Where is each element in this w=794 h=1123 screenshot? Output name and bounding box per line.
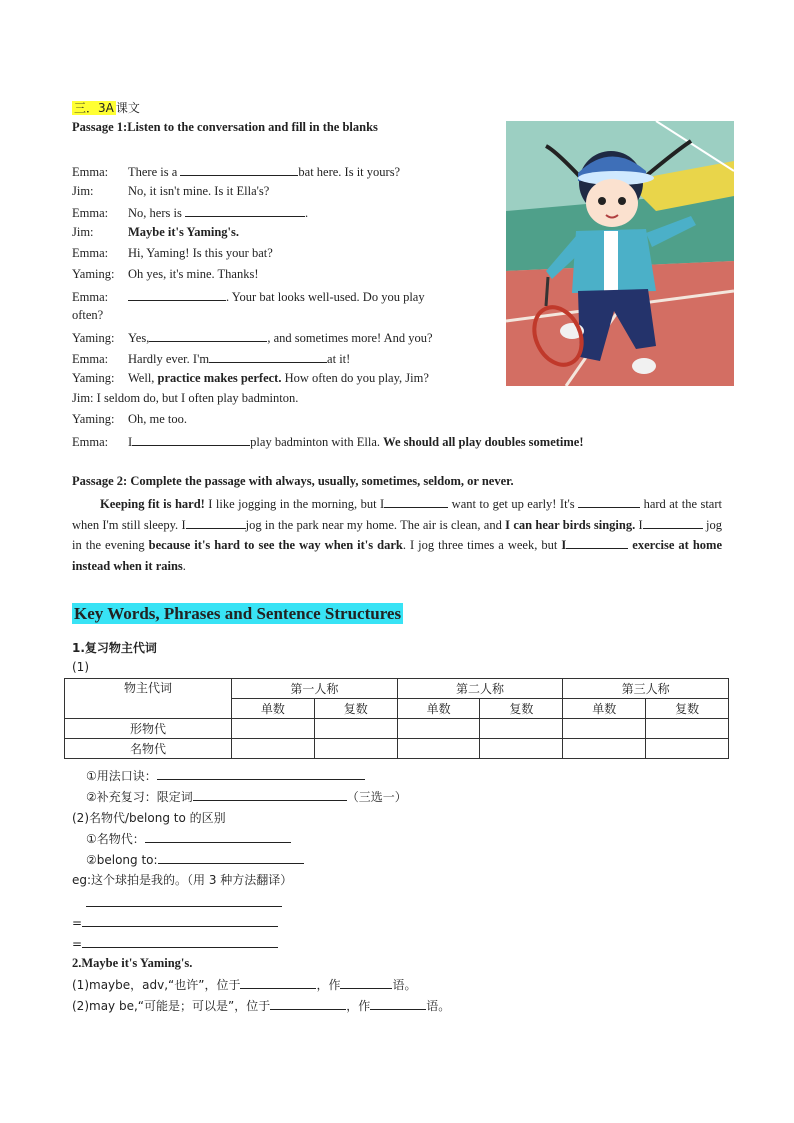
dialogue-line-8 xyxy=(72,329,433,346)
dialogue-line-11 xyxy=(72,391,298,406)
table-subcol: 复数 xyxy=(646,699,729,719)
line-text: Oh, me too. xyxy=(128,412,188,426)
line-text: Hi, Yaming! Is this your bat? xyxy=(128,246,273,260)
table-subcol: 单数 xyxy=(397,699,480,719)
line-text: No, it isn't mine. Is it Ella's? xyxy=(128,184,270,198)
line-text: . xyxy=(304,206,309,220)
fill-blank[interactable] xyxy=(86,894,282,907)
kw1-sub2: (2)名物代/belong to 的区别 xyxy=(72,811,226,825)
passage-text-bold: because it's hard to see the way when it's dark xyxy=(148,538,403,553)
line-text: How often do you play, Jim? xyxy=(281,371,429,385)
item-text: 语。 xyxy=(392,978,417,992)
line-text-bold: Maybe it's Yaming's. xyxy=(128,225,239,239)
kw1-sub: (1) xyxy=(72,660,89,674)
table-cell[interactable] xyxy=(563,739,646,759)
item-text: (2)may be,“可能是；可以是”，位于 xyxy=(72,999,271,1013)
kw1-item1 xyxy=(86,767,365,784)
item-text: (1)maybe，adv,“也许”，位于 xyxy=(72,978,241,992)
passage1-title: Passage 1:Listen to the conversation and fill in the blanks xyxy=(72,120,378,134)
speaker: Emma: xyxy=(72,435,109,449)
translation-line-3 xyxy=(72,935,278,951)
fill-blank[interactable] xyxy=(185,204,305,217)
passage-text: I like jogging in the morning, but I xyxy=(204,497,385,511)
badminton-illustration xyxy=(506,121,734,386)
line-text: I seldom do, but I often play badminton. xyxy=(96,391,299,405)
table-cell[interactable] xyxy=(480,719,563,739)
passage2-body xyxy=(72,494,722,577)
table-subcol: 单数 xyxy=(232,699,315,719)
kw1-title: 1.复习物主代词 xyxy=(72,641,157,655)
table-cell[interactable] xyxy=(646,719,729,739)
table-cell[interactable] xyxy=(314,719,397,739)
translation-line-2 xyxy=(72,914,278,930)
fill-blank[interactable] xyxy=(643,516,703,529)
table-cell[interactable] xyxy=(480,739,563,759)
kw2-line1 xyxy=(72,976,417,993)
speaker: Emma: xyxy=(72,165,109,179)
passage-text: . I jog three times a week, but xyxy=(402,538,562,553)
line-text: at it! xyxy=(327,352,351,366)
speaker: Jim: xyxy=(72,225,94,239)
table-row-label: 形物代 xyxy=(65,719,232,739)
speaker: Emma: xyxy=(72,290,109,304)
equals-sign: = xyxy=(72,916,83,930)
table-subcol: 单数 xyxy=(563,699,646,719)
table-subcol: 复数 xyxy=(314,699,397,719)
speaker: Yaming: xyxy=(72,331,115,345)
speaker: Emma: xyxy=(72,246,109,260)
dialogue-line-10 xyxy=(72,371,429,386)
dialogue-line-1 xyxy=(72,163,400,180)
table-cell[interactable] xyxy=(232,719,315,739)
possessive-pronoun-table xyxy=(64,678,729,759)
kw2-title: 2.Maybe it's Yaming's. xyxy=(72,956,193,970)
dialogue-line-7 xyxy=(72,288,425,305)
dialogue-line-2 xyxy=(72,184,269,199)
line-text: bat here. Is it yours? xyxy=(298,165,401,179)
line-text: Yes, xyxy=(128,331,150,345)
fill-blank[interactable] xyxy=(370,997,426,1010)
section-number: 三．3A xyxy=(74,101,114,115)
line-text: Well, xyxy=(128,371,158,385)
item-text: ①名物代： xyxy=(86,832,145,846)
item-text: （三选一） xyxy=(346,790,407,804)
passage-text: . xyxy=(182,559,186,574)
item-text: ①用法口诀： xyxy=(86,769,157,783)
kw1-item2 xyxy=(86,788,407,805)
dialogue-line-3 xyxy=(72,204,308,221)
dialogue-line-12 xyxy=(72,412,187,427)
fill-blank[interactable] xyxy=(128,288,226,301)
fill-blank[interactable] xyxy=(270,997,346,1010)
table-cell[interactable] xyxy=(232,739,315,759)
speaker: Yaming: xyxy=(72,412,115,426)
table-cell[interactable] xyxy=(314,739,397,759)
line-text: play badminton with Ella. xyxy=(250,435,384,449)
dialogue-line-5 xyxy=(72,246,273,261)
speaker: Yaming: xyxy=(72,371,115,385)
fill-blank[interactable] xyxy=(578,495,640,508)
fill-blank[interactable] xyxy=(149,329,267,342)
fill-blank[interactable] xyxy=(132,433,250,446)
passage-text: hard at the start when I'm still sleepy. I xyxy=(72,497,722,532)
fill-blank[interactable] xyxy=(145,830,291,843)
dialogue-line-6 xyxy=(72,267,258,282)
passage-text: want to get up early! It's xyxy=(448,497,579,511)
fill-blank[interactable] xyxy=(157,767,365,780)
line-text: No, hers is xyxy=(128,206,185,220)
table-group: 第三人称 xyxy=(563,679,729,699)
table-subcol: 复数 xyxy=(480,699,563,719)
passage-text: jog in the park near my home. The air is clean, and xyxy=(245,517,506,532)
kw1-item4 xyxy=(86,851,304,867)
line-text-bold: We should all play doubles sometime! xyxy=(383,435,584,449)
table-cell[interactable] xyxy=(397,719,480,739)
dialogue-line-9 xyxy=(72,350,350,367)
equals-sign: = xyxy=(72,937,83,951)
fill-blank[interactable] xyxy=(240,976,316,989)
speaker: Emma: xyxy=(72,206,109,220)
table-cell[interactable] xyxy=(646,739,729,759)
passage-text-bold: I can hear birds singing. xyxy=(505,517,636,532)
fill-blank[interactable] xyxy=(82,914,278,927)
fill-blank[interactable] xyxy=(209,350,327,363)
line-text: , and sometimes more! And you? xyxy=(267,331,433,345)
speaker: Jim: xyxy=(72,184,94,198)
line-text-bold: practice makes perfect. xyxy=(157,371,282,385)
table-corner: 物主代词 xyxy=(65,679,232,719)
item-text: ，作 xyxy=(316,978,341,992)
table-cell[interactable] xyxy=(563,719,646,739)
line-text: Oh yes, it's mine. Thanks! xyxy=(128,267,259,281)
fill-blank[interactable] xyxy=(193,788,347,801)
fill-blank[interactable] xyxy=(384,495,448,508)
item-text: ，作 xyxy=(346,999,371,1013)
kw1-example: eg:这个球拍是我的。（用 3 种方法翻译） xyxy=(72,873,293,887)
dialogue-line-13 xyxy=(72,433,584,450)
fill-blank[interactable] xyxy=(186,516,246,529)
kw1-item3 xyxy=(86,830,291,847)
table-group: 第一人称 xyxy=(232,679,398,699)
item-text: ②belong to: xyxy=(86,853,158,867)
key-words-heading-text: Key Words, Phrases and Sentence Structures xyxy=(74,604,402,623)
fill-blank[interactable] xyxy=(82,935,278,948)
table-row-label: 名物代 xyxy=(65,739,232,759)
passage-text-bold: exercise at home instead when it rains xyxy=(72,538,722,574)
line-text: I xyxy=(128,435,133,449)
dialogue-line-7-wrap: often? xyxy=(72,308,104,322)
passage-text-bold: Keeping fit is hard! xyxy=(100,497,205,511)
line-text: There is a xyxy=(128,165,181,179)
fill-blank[interactable] xyxy=(158,851,304,864)
speaker: Yaming: xyxy=(72,267,115,281)
passage2-title: Passage 2: Complete the passage with always, usually, sometimes, seldom, or never. xyxy=(72,474,514,488)
speaker: Emma: xyxy=(72,352,109,366)
item-text: 语。 xyxy=(426,999,451,1013)
badminton-player-image xyxy=(506,121,734,386)
section-label: 课文 xyxy=(115,101,140,115)
fill-blank[interactable] xyxy=(180,163,298,176)
key-words-heading xyxy=(72,604,403,624)
line-text: . Your bat looks well-used. Do you play xyxy=(226,290,425,304)
kw2-line2 xyxy=(72,997,450,1014)
passage-text: I xyxy=(635,517,643,532)
table-cell[interactable] xyxy=(397,739,480,759)
fill-blank[interactable] xyxy=(340,976,392,989)
section-heading xyxy=(72,99,140,116)
line-text: Hardly ever. I'm xyxy=(128,352,210,366)
translation-line-1 xyxy=(86,894,282,911)
speaker: Jim: xyxy=(72,391,94,405)
item-text: ②补充复习：限定词 xyxy=(86,790,193,804)
dialogue-line-4 xyxy=(72,225,239,240)
table-group: 第二人称 xyxy=(397,679,563,699)
fill-blank[interactable] xyxy=(566,536,628,549)
passage-text-bold: I xyxy=(561,538,567,553)
passage-text: jog in the evening xyxy=(72,517,723,553)
